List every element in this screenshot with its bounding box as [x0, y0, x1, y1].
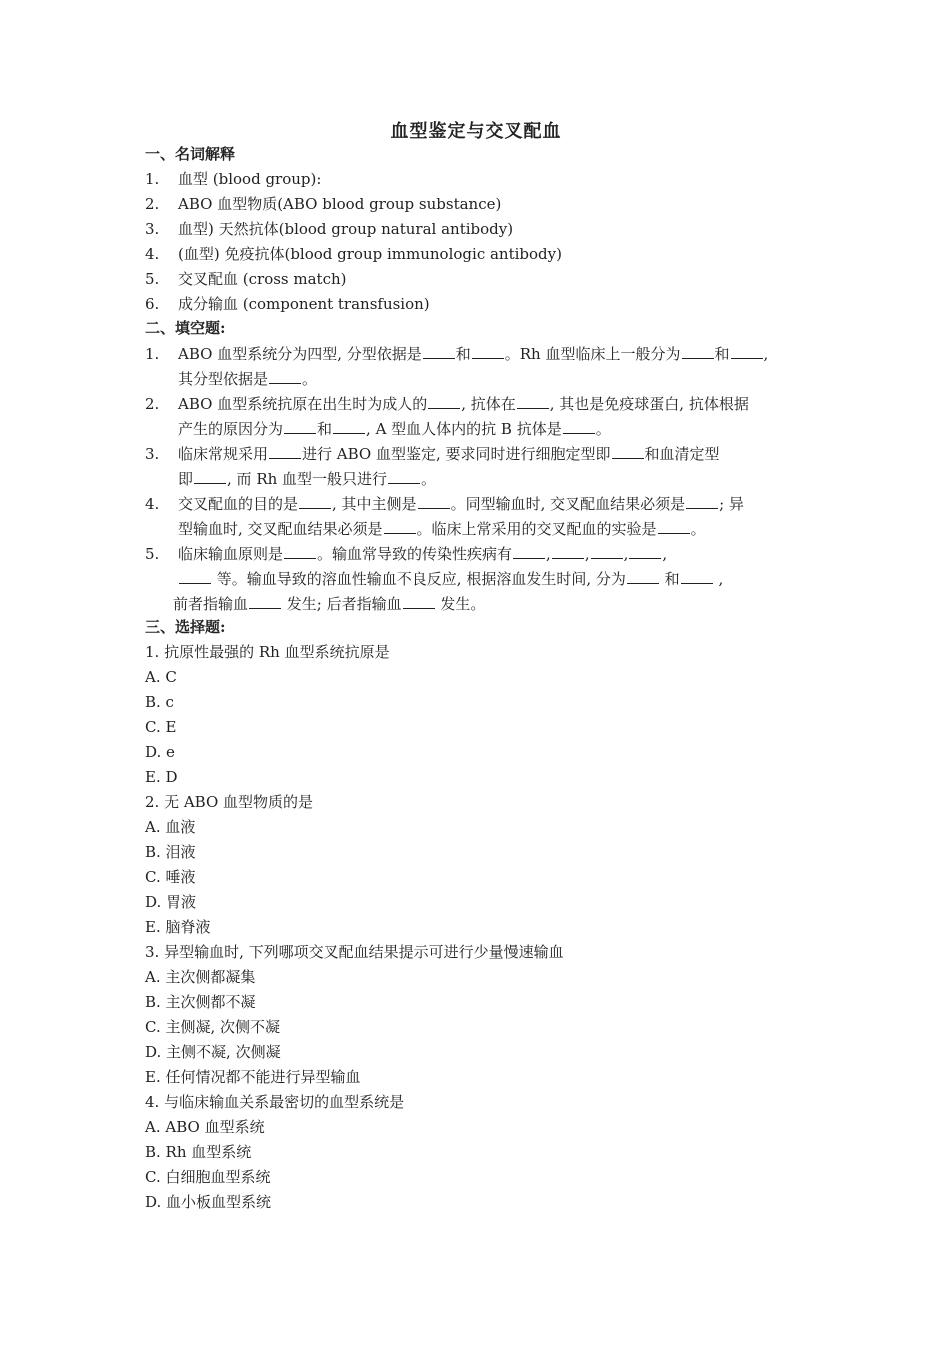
- question-stem: 2. 无 ABO 血型物质的是: [145, 793, 314, 811]
- question-option: E. 任何情况都不能进行异型输血: [145, 1068, 361, 1086]
- blank-line: [658, 516, 690, 534]
- blank-line: [423, 341, 455, 359]
- question-option: A. ABO 血型系统: [145, 1118, 265, 1136]
- blank-line: [517, 391, 549, 409]
- question-option: C. 唾液: [145, 868, 196, 886]
- blank-line: [472, 341, 504, 359]
- question-stem: 4. 与临床输血关系最密切的血型系统是: [145, 1093, 405, 1111]
- blank-line: [333, 416, 365, 434]
- blank-line: [552, 541, 584, 559]
- blank-line: [194, 466, 226, 484]
- fill-question-5: 5. 临床输血原则是 。输血常导致的传染性疾病有 , , , ,: [145, 541, 813, 566]
- question-stem: 3. 异型输血时, 下列哪项交叉配血结果提示可进行少量慢速输血: [145, 943, 564, 961]
- blank-line: [563, 416, 595, 434]
- term-item: 5. 交叉配血 (cross match): [145, 270, 347, 288]
- question-option: E. D: [145, 768, 178, 786]
- fill-question-4-cont: 型输血时, 交叉配血结果必须是 。临床上常采用的交叉配血的实验是 。: [145, 516, 813, 541]
- term-item: 3. 血型) 天然抗体(blood group natural antibody): [145, 220, 514, 238]
- blank-line: [591, 541, 623, 559]
- blank-line: [428, 391, 460, 409]
- question-option: A. 血液: [145, 818, 196, 836]
- question-option: D. e: [145, 743, 175, 761]
- term-item: 1. 血型 (blood group):: [145, 170, 322, 188]
- fill-heading: 二、填空题:: [145, 319, 226, 337]
- question-option: C. 主侧凝, 次侧不凝: [145, 1018, 281, 1036]
- question-option: D. 血小板血型系统: [145, 1193, 272, 1211]
- fill-question-1-cont: 其分型依据是 。: [145, 366, 813, 391]
- fill-question-5-cont: 等。输血导致的溶血性输血不良反应, 根据溶血发生时间, 分为 和 ,: [145, 566, 813, 591]
- blank-line: [403, 591, 435, 609]
- choice-heading: 三、选择题:: [145, 618, 226, 636]
- blank-line: [513, 541, 545, 559]
- fill-section: [145, 316, 813, 616]
- choice-section: [145, 615, 813, 1215]
- fill-question-4: 4. 交叉配血的目的是 , 其中主侧是 。同型输血时, 交叉配血结果必须是 ; 异: [145, 491, 813, 516]
- fill-question-2: 2. ABO 血型系统抗原在出生时为成人的 , 抗体在 , 其也是免疫球蛋白, 抗体根据: [145, 391, 813, 416]
- question-option: A. C: [145, 668, 177, 686]
- blank-line: [179, 566, 211, 584]
- blank-line: [249, 591, 281, 609]
- question-option: A. 主次侧都凝集: [145, 968, 256, 986]
- fill-question-1: 1. ABO 血型系统分为四型, 分型依据是 和 。Rh 血型临床上一般分为 和 ,: [145, 341, 813, 366]
- blank-line: [731, 341, 763, 359]
- term-item: 6. 成分输血 (component transfusion): [145, 295, 430, 313]
- question-option: C. E: [145, 718, 177, 736]
- terms-section: [145, 142, 813, 317]
- blank-line: [686, 491, 718, 509]
- term-item: 4. (血型) 免疫抗体(blood group immunologic antibody): [145, 245, 562, 263]
- question-option: B. 主次侧都不凝: [145, 993, 256, 1011]
- question-option: B. 泪液: [145, 843, 196, 861]
- fill-question-3-cont: 即 , 而 Rh 血型一般只进行 。: [145, 466, 813, 491]
- blank-line: [269, 441, 301, 459]
- blank-line: [284, 541, 316, 559]
- question-option: B. c: [145, 693, 174, 711]
- document-title: 血型鉴定与交叉配血: [390, 121, 562, 142]
- blank-line: [418, 491, 450, 509]
- question-stem: 1. 抗原性最强的 Rh 血型系统抗原是: [145, 643, 390, 661]
- question-option: D. 主侧不凝, 次侧凝: [145, 1043, 281, 1061]
- term-item: 2. ABO 血型物质(ABO blood group substance): [145, 195, 502, 213]
- fill-question-3: 3. 临床常规采用 进行 ABO 血型鉴定, 要求同时进行细胞定型即 和血清定型: [145, 441, 813, 466]
- question-option: C. 白细胞血型系统: [145, 1168, 271, 1186]
- blank-line: [269, 366, 301, 384]
- terms-heading: 一、名词解释: [145, 145, 236, 163]
- question-option: E. 脑脊液: [145, 918, 211, 936]
- blank-line: [627, 566, 659, 584]
- blank-line: [299, 491, 331, 509]
- fill-question-2-cont: 产生的原因分为 和 , A 型血人体内的抗 B 抗体是 。: [145, 416, 813, 441]
- blank-line: [681, 566, 713, 584]
- blank-line: [384, 516, 416, 534]
- question-option: B. Rh 血型系统: [145, 1143, 252, 1161]
- blank-line: [629, 541, 661, 559]
- blank-line: [284, 416, 316, 434]
- blank-line: [612, 441, 644, 459]
- blank-line: [388, 466, 420, 484]
- question-option: D. 胃液: [145, 893, 197, 911]
- blank-line: [682, 341, 714, 359]
- fill-question-5-cont2: 前者指输血 发生; 后者指输血 发生。: [145, 591, 813, 616]
